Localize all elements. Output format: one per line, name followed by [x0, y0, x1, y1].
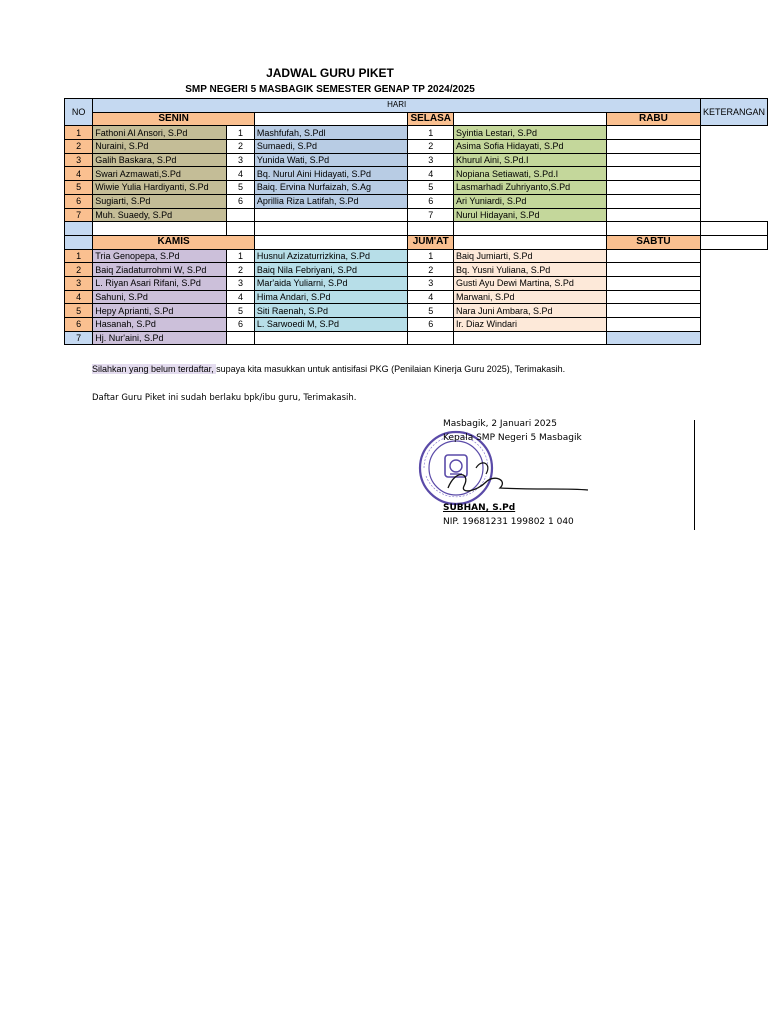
registration-note: [92, 364, 565, 374]
teacher-number: 3: [227, 153, 255, 167]
row-number: 6: [65, 194, 93, 208]
day-header-no: [65, 235, 93, 249]
row-number: 4: [65, 290, 93, 304]
teacher-name: Nuraini, S.Pd: [93, 140, 227, 154]
teacher-number: 1: [408, 126, 454, 140]
teacher-name: Fathoni Al Ansori, S.Pd: [93, 126, 227, 140]
teacher-name: Aprillia Riza Latifah, S.Pd: [254, 194, 408, 208]
teacher-name: Syintia Lestari, S.Pd: [454, 126, 607, 140]
teacher-number: 4: [408, 290, 454, 304]
teacher-number: 3: [408, 153, 454, 167]
signature-place-date: Masbagik, 2 Januari 2025: [443, 419, 557, 429]
teacher-name: [454, 331, 607, 345]
teacher-number: 4: [227, 167, 255, 181]
teacher-name: Bq. Yusni Yuliana, S.Pd: [454, 263, 607, 277]
schedule-row: [65, 194, 768, 208]
row-number: 3: [65, 153, 93, 167]
day-header-row: [65, 235, 768, 249]
day-header-num-1: [254, 112, 408, 126]
row-number: 4: [65, 167, 93, 181]
teacher-number: 5: [227, 304, 255, 318]
teacher-name: Sahuni, S.Pd: [93, 290, 227, 304]
teacher-name: Hj. Nur'aini, S.Pd: [93, 331, 227, 345]
row-number: 5: [65, 304, 93, 318]
teacher-number: 2: [408, 140, 454, 154]
hari-row: [65, 99, 768, 113]
teacher-name: Mashfufah, S.Pdl: [254, 126, 408, 140]
keterangan-cell: [606, 208, 700, 222]
page-title: JADWAL GURU PIKET: [266, 66, 394, 80]
keterangan-cell: [606, 276, 700, 290]
page-subtitle: SMP NEGERI 5 MASBAGIK SEMESTER GENAP TP 2024/2025: [185, 84, 475, 95]
schedule-row: [65, 331, 768, 345]
row-number: 7: [65, 331, 93, 345]
margin-line: [694, 420, 695, 530]
schedule-row: [65, 263, 768, 277]
day-header-2: SABTU: [606, 235, 700, 249]
teacher-name: Husnul Azizaturrizkina, S.Pd: [254, 249, 408, 263]
teacher-number: 6: [408, 194, 454, 208]
teacher-name: Yunida Wati, S.Pd: [254, 153, 408, 167]
signature-name: SUBHAN, S.Pd: [443, 503, 516, 513]
schedule-row: [65, 290, 768, 304]
teacher-number: 4: [227, 290, 255, 304]
teacher-name: Lasmarhadi Zuhriyanto,S.Pd: [454, 181, 607, 195]
spacer-row: [65, 222, 768, 236]
teacher-number: 5: [227, 181, 255, 195]
teacher-number: 3: [408, 276, 454, 290]
keterangan-cell: [606, 153, 700, 167]
keterangan-cell: [606, 290, 700, 304]
teacher-number: 6: [408, 318, 454, 332]
teacher-name: [254, 331, 408, 345]
registration-note-highlight: Silahkan yang belum terdaftar,: [92, 364, 217, 374]
teacher-number: [408, 331, 454, 345]
teacher-name: Galih Baskara, S.Pd: [93, 153, 227, 167]
teacher-name: [254, 208, 408, 222]
row-number: 2: [65, 140, 93, 154]
keterangan-cell: [606, 167, 700, 181]
teacher-name: Hepy Aprianti, S.Pd: [93, 304, 227, 318]
teacher-name: L. Riyan Asari Rifani, S.Pd: [93, 276, 227, 290]
keterangan-cell: [606, 318, 700, 332]
teacher-name: Hima Andari, S.Pd: [254, 290, 408, 304]
signature-nip: NIP. 19681231 199802 1 040: [443, 517, 574, 527]
teacher-name: Sugiarti, S.Pd: [93, 194, 227, 208]
day-header-2: RABU: [606, 112, 700, 126]
day-header-num-2: [454, 235, 607, 249]
keterangan-cell: [606, 304, 700, 318]
teacher-name: Tria Genopepa, S.Pd: [93, 249, 227, 263]
teacher-number: 6: [227, 194, 255, 208]
schedule-row: [65, 208, 768, 222]
row-number: 6: [65, 318, 93, 332]
day-header-0: SENIN: [93, 112, 255, 126]
keterangan-cell: [606, 331, 700, 345]
schedule-row: [65, 318, 768, 332]
keterangan-cell: [606, 126, 700, 140]
validity-note: Daftar Guru Piket ini sudah berlaku bpk/ibu guru, Terimakasih.: [92, 393, 357, 403]
teacher-name: Mar'aida Yuliarni, S.Pd: [254, 276, 408, 290]
schedule-row: [65, 153, 768, 167]
teacher-number: 1: [227, 126, 255, 140]
teacher-name: Marwani, S.Pd: [454, 290, 607, 304]
spacer-no: [65, 222, 93, 236]
schedule-row: [65, 304, 768, 318]
teacher-number: 5: [408, 181, 454, 195]
no-header: NO: [65, 99, 93, 126]
teacher-number: [227, 208, 255, 222]
day-header-1: JUM'AT: [408, 235, 454, 249]
day-header-1: SELASA: [408, 112, 454, 126]
teacher-number: 4: [408, 167, 454, 181]
teacher-name: Baiq Ziadaturrohmi W, S.Pd: [93, 263, 227, 277]
row-number: 3: [65, 276, 93, 290]
schedule-row: [65, 249, 768, 263]
teacher-name: Siti Raenah, S.Pd: [254, 304, 408, 318]
keterangan-header: KETERANGAN: [700, 99, 767, 126]
spacer-cell: [227, 222, 255, 236]
keterangan-cell: [606, 181, 700, 195]
teacher-name: Asima Sofia Hidayati, S.Pd: [454, 140, 607, 154]
keterangan-cell: [700, 222, 767, 236]
keterangan-cell: [700, 235, 767, 249]
keterangan-cell: [606, 140, 700, 154]
teacher-name: Baiq. Ervina Nurfaizah, S.Ag: [254, 181, 408, 195]
spacer-cell: [408, 222, 454, 236]
teacher-name: Baiq Nila Febriyani, S.Pd: [254, 263, 408, 277]
teacher-number: 5: [408, 304, 454, 318]
teacher-number: 7: [408, 208, 454, 222]
teacher-number: 2: [408, 263, 454, 277]
keterangan-cell: [606, 249, 700, 263]
teacher-number: 2: [227, 263, 255, 277]
day-header-row: [65, 112, 768, 126]
teacher-number: 6: [227, 318, 255, 332]
teacher-name: Wiwie Yulia Hardiyanti, S.Pd: [93, 181, 227, 195]
teacher-name: Swari Azmawati,S.Pd: [93, 167, 227, 181]
row-number: 5: [65, 181, 93, 195]
schedule-row: [65, 276, 768, 290]
row-number: 7: [65, 208, 93, 222]
keterangan-cell: [606, 194, 700, 208]
teacher-name: Nopiana Setiawati, S.Pd.I: [454, 167, 607, 181]
day-header-num-1: [254, 235, 408, 249]
teacher-number: 3: [227, 276, 255, 290]
teacher-name: Hasanah, S.Pd: [93, 318, 227, 332]
day-header-num-2: [454, 112, 607, 126]
schedule-row: [65, 140, 768, 154]
spacer-cell: [606, 222, 700, 236]
hari-header: HARI: [93, 99, 701, 113]
teacher-number: 2: [227, 140, 255, 154]
teacher-name: Baiq Jumiarti, S.Pd: [454, 249, 607, 263]
teacher-name: Bq. Nurul Aini Hidayati, S.Pd: [254, 167, 408, 181]
teacher-number: 1: [408, 249, 454, 263]
spacer-cell: [93, 222, 227, 236]
teacher-name: Gusti Ayu Dewi Martina, S.Pd: [454, 276, 607, 290]
keterangan-cell: [606, 263, 700, 277]
teacher-name: Nurul Hidayani, S.Pd: [454, 208, 607, 222]
teacher-number: [227, 331, 255, 345]
teacher-name: L. Sarwoedi M, S.Pd: [254, 318, 408, 332]
schedule-row: [65, 167, 768, 181]
spacer-cell: [454, 222, 607, 236]
spacer-cell: [254, 222, 408, 236]
teacher-name: Ari Yuniardi, S.Pd: [454, 194, 607, 208]
teacher-number: 1: [227, 249, 255, 263]
row-number: 2: [65, 263, 93, 277]
teacher-name: Khurul Aini, S.Pd.I: [454, 153, 607, 167]
teacher-name: Sumaedi, S.Pd: [254, 140, 408, 154]
registration-note-text: supaya kita masukkan untuk antisifasi PKG (Penilaian Kinerja Guru 2025), Terimakasih.: [216, 364, 566, 374]
schedule-row: [65, 126, 768, 140]
teacher-name: Nara Juni Ambara, S.Pd: [454, 304, 607, 318]
signature-role: Kepala SMP Negeri 5 Masbagik: [443, 433, 582, 443]
schedule-row: [65, 181, 768, 195]
schedule-table: [64, 98, 768, 345]
teacher-name: Ir. Diaz Windari: [454, 318, 607, 332]
teacher-name: Muh. Suaedy, S.Pd: [93, 208, 227, 222]
day-header-0: KAMIS: [93, 235, 255, 249]
row-number: 1: [65, 126, 93, 140]
row-number: 1: [65, 249, 93, 263]
